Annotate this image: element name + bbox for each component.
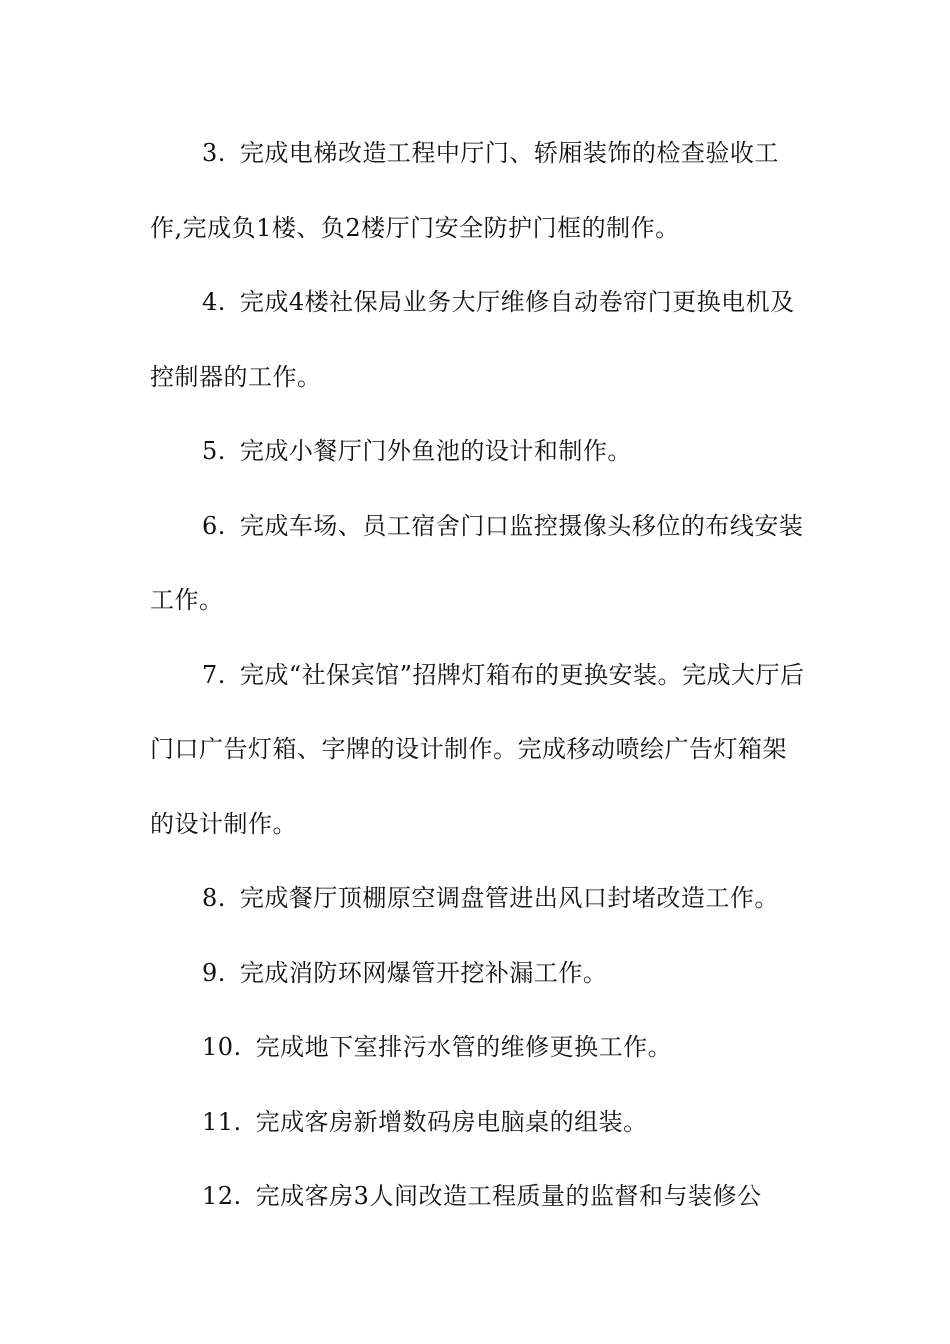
item-text: 完成“社保宾馆”招牌灯箱布的更换安装。完成大厅后门口广告灯箱、字牌的设计制作。完成移动喷绘广告灯箱架的设计制作。 <box>150 660 805 838</box>
item-text: 完成车场、员工宿舍门口监控摄像头移位的布线安装工作。 <box>150 511 804 614</box>
item-text: 完成餐厅顶棚原空调盘管进出风口封堵改造工作。 <box>239 884 779 912</box>
item-number: 3. <box>202 139 226 167</box>
item-number: 7. <box>202 660 226 689</box>
item-number: 11. <box>202 1107 242 1136</box>
item-number: 10. <box>202 1033 242 1061</box>
item-text: 完成小餐厅门外鱼池的设计和制作。 <box>239 437 632 465</box>
item-number: 6. <box>202 511 226 540</box>
item-text: 完成客房新增数码房电脑桌的组装。 <box>255 1107 648 1136</box>
list-item <box>150 861 805 936</box>
list-item <box>150 414 805 489</box>
item-text: 完成消防环网爆管开挖补漏工作。 <box>239 958 608 987</box>
item-number: 8. <box>202 884 226 912</box>
list-item <box>150 1010 805 1085</box>
document-body <box>150 116 805 1234</box>
item-number: 4. <box>202 288 226 316</box>
item-number: 9. <box>202 958 226 987</box>
list-item <box>150 936 805 1011</box>
item-text: 完成地下室排污水管的维修更换工作。 <box>255 1033 673 1061</box>
item-text: 完成电梯改造工程中厅门、轿厢装饰的检查验收工作,完成负1楼、负2楼厅门安全防护门框的制作。 <box>150 139 779 242</box>
item-number: 5. <box>202 437 226 465</box>
list-item <box>150 1159 805 1234</box>
item-text: 完成客房3人间改造工程质量的监督和与装修公 <box>255 1182 762 1210</box>
item-text: 完成4楼社保局业务大厅维修自动卷帘门更换电机及控制器的工作。 <box>150 288 795 391</box>
item-number: 12. <box>202 1182 242 1210</box>
list-item <box>150 489 805 638</box>
list-item <box>150 638 805 862</box>
list-item <box>150 1085 805 1160</box>
list-item <box>150 265 805 414</box>
list-item <box>150 116 805 265</box>
